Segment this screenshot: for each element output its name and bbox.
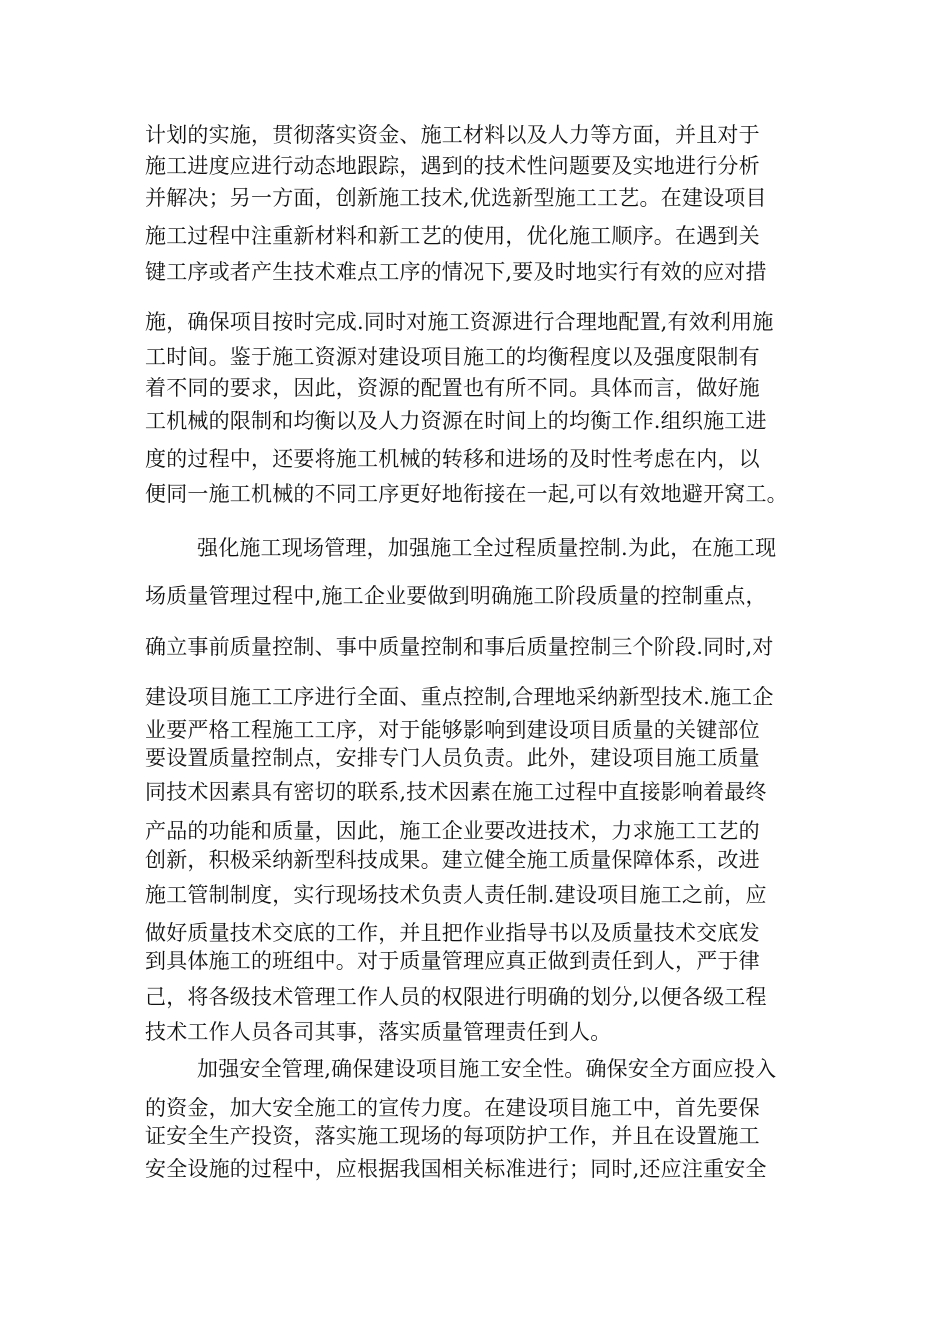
paragraph-2-line-1: 强化施工现场管理，加强施工全过程质量控制.为此，在施工现	[197, 536, 777, 560]
paragraph-2-line-3: 确立事前质量控制、事中质量控制和事后质量控制三个阶段.同时,对	[145, 635, 774, 659]
paragraph-1-line-6: 施，确保项目按时完成.同时对施工资源进行合理地配置,有效利用施	[145, 310, 774, 334]
paragraph-1-line-2: 施工进度应进行动态地跟踪，遇到的技术性问题要及实地进行分析	[145, 154, 760, 178]
paragraph-2-line-8: 产品的功能和质量，因此，施工企业要改进技术，力求施工工艺的	[145, 819, 760, 843]
paragraph-1-line-5: 键工序或者产生技术难点工序的情况下,要及时地实行有效的应对措	[145, 260, 767, 284]
paragraph-1-line-10: 度的过程中，还要将施工机械的转移和进场的及时性考虑在内，以	[145, 447, 760, 471]
paragraph-1-line-9: 工机械的限制和均衡以及人力资源在时间上的均衡工作.组织施工进	[145, 409, 767, 433]
paragraph-3-line-2: 的资金，加大安全施工的宣传力度。在建设项目施工中，首先要保	[145, 1096, 760, 1120]
paragraph-1-line-3: 并解决；另一方面，创新施工技术,优选新型施工工艺。在建设项目	[145, 186, 767, 210]
paragraph-2-line-5: 业要严格工程施工工序，对于能够影响到建设项目质量的关键部位	[145, 718, 760, 742]
paragraph-3-line-3: 证安全生产投资，落实施工现场的每项防护工作，并且在设置施工	[145, 1124, 760, 1148]
paragraph-1-line-8: 着不同的要求，因此，资源的配置也有所不同。具体而言，做好施	[145, 376, 760, 400]
paragraph-2-line-9: 创新，积极采纳新型科技成果。建立健全施工质量保障体系，改进	[145, 848, 760, 872]
paragraph-1-line-11: 便同一施工机械的不同工序更好地衔接在一起,可以有效地避开窝工。	[145, 482, 788, 506]
paragraph-1-line-7: 工时间。鉴于施工资源对建设项目施工的均衡程度以及强度限制有	[145, 345, 760, 369]
paragraph-2-line-4: 建设项目施工工序进行全面、重点控制,合理地采纳新型技术.施工企	[145, 685, 774, 709]
paragraph-2-line-13: 己，将各级技术管理工作人员的权限进行明确的划分,以便各级工程	[145, 985, 767, 1009]
paragraph-2-line-11: 做好质量技术交底的工作，并且把作业指导书以及质量技术交底发	[145, 921, 760, 945]
paragraph-2-line-7: 同技术因素具有密切的联系,技术因素在施工过程中直接影响着最终	[145, 780, 767, 804]
paragraph-1-line-1: 计划的实施，贯彻落实资金、施工材料以及人力等方面，并且对于	[145, 123, 760, 147]
paragraph-2-line-6: 要设置质量控制点，安排专门人员负责。此外，建设项目施工质量	[145, 746, 760, 770]
paragraph-2-line-14: 技术工作人员各司其事，落实质量管理责任到人。	[145, 1020, 612, 1044]
paragraph-2-line-12: 到具体施工的班组中。对于质量管理应真正做到责任到人，严于律	[145, 949, 760, 973]
paragraph-2-line-10: 施工管制制度，实行现场技术负责人责任制.建设项目施工之前，应	[145, 883, 767, 907]
paragraph-1-line-4: 施工过程中注重新材料和新工艺的使用，优化施工顺序。在遇到关	[145, 224, 760, 248]
paragraph-3-line-4: 安全设施的过程中，应根据我国相关标准进行；同时,还应注重安全	[145, 1157, 767, 1181]
paragraph-3-line-1: 加强安全管理,确保建设项目施工安全性。确保安全方面应投入	[197, 1057, 777, 1081]
paragraph-2-line-2: 场质量管理过程中,施工企业要做到明确施工阶段质量的控制重点，	[145, 584, 767, 608]
